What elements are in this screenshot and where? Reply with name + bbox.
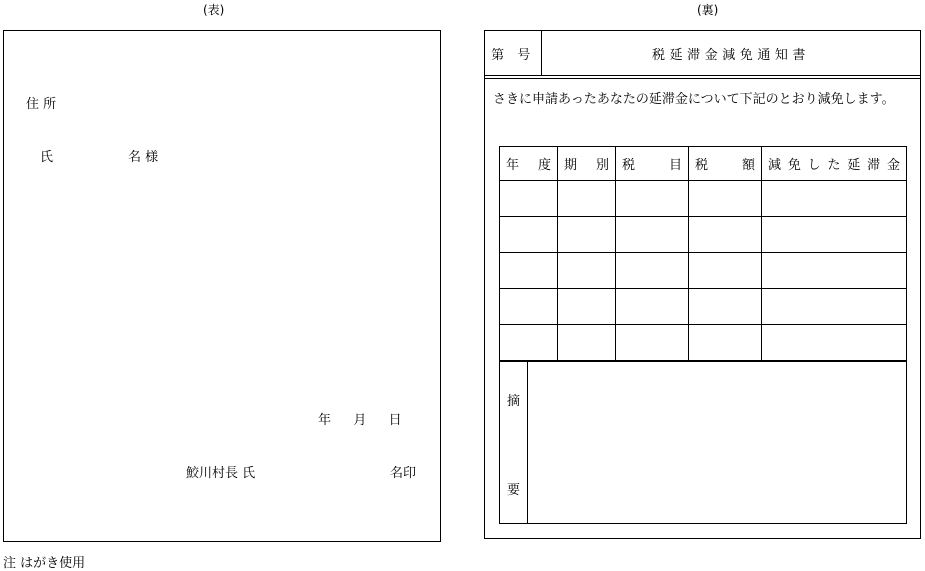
table-cell [500, 181, 558, 217]
table-row [500, 217, 907, 253]
back-side-caption: (裏) [697, 3, 719, 17]
document-title: 税延滞金減免通知書 [652, 47, 810, 63]
table-cell [762, 253, 907, 289]
seal-label: 名印 [390, 466, 417, 481]
table-cell [689, 289, 762, 325]
remarks-label-top: 摘 [507, 394, 521, 409]
column-header-reduced-penalty: 減 免 し た 延 滞 金 [768, 158, 900, 173]
table-cell [762, 217, 907, 253]
table-cell [558, 289, 616, 325]
table-cell [558, 325, 616, 361]
table-cell [500, 325, 558, 361]
column-header-tax-amount: 税 額 [695, 158, 755, 173]
name-label: 氏 [40, 150, 54, 165]
usage-note: 注 はがき使用 [3, 556, 86, 571]
document-number-cell [484, 30, 542, 76]
column-header-period: 期 別 [564, 158, 609, 173]
table-cell [762, 325, 907, 361]
header-double-rule [484, 78, 921, 79]
table-row [500, 253, 907, 289]
column-header [689, 147, 762, 181]
tax-detail-table [499, 146, 907, 361]
front-side-caption: (表) [203, 3, 225, 17]
column-header-tax-item: 税 目 [622, 158, 682, 173]
table-cell [500, 253, 558, 289]
table-cell [762, 181, 907, 217]
column-header-year: 年 度 [506, 158, 551, 173]
table-cell [558, 217, 616, 253]
address-label: 住 所 [26, 97, 57, 112]
table-row [500, 289, 907, 325]
table-row [500, 181, 907, 217]
column-header [558, 147, 616, 181]
notice-body-text: さきに申請あったあなたの延滞金について下記のとおり減免します。 [493, 92, 895, 107]
name-honorific-label: 名 様 [128, 150, 159, 165]
table-cell [500, 289, 558, 325]
column-header [762, 147, 907, 181]
table-cell [689, 325, 762, 361]
column-header [616, 147, 689, 181]
document-title-cell [541, 30, 921, 76]
remarks-label-column [500, 362, 528, 523]
remarks-label-bottom: 要 [507, 483, 521, 498]
table-cell [558, 253, 616, 289]
table-cell [616, 325, 689, 361]
table-row [500, 325, 907, 361]
document-number-label: 第 号 [491, 47, 535, 63]
remarks-box [499, 361, 907, 524]
table-cell [689, 181, 762, 217]
table-cell [500, 217, 558, 253]
table-cell [616, 217, 689, 253]
table-cell [616, 181, 689, 217]
date-label: 年 月 日 [318, 413, 402, 428]
table-cell [616, 289, 689, 325]
column-header [500, 147, 558, 181]
table-cell [689, 253, 762, 289]
table-cell [689, 217, 762, 253]
table-cell [558, 181, 616, 217]
mayor-label: 鮫川村長 氏 [186, 466, 256, 481]
table-cell [762, 289, 907, 325]
table-cell [616, 253, 689, 289]
table-header-row [500, 147, 907, 181]
